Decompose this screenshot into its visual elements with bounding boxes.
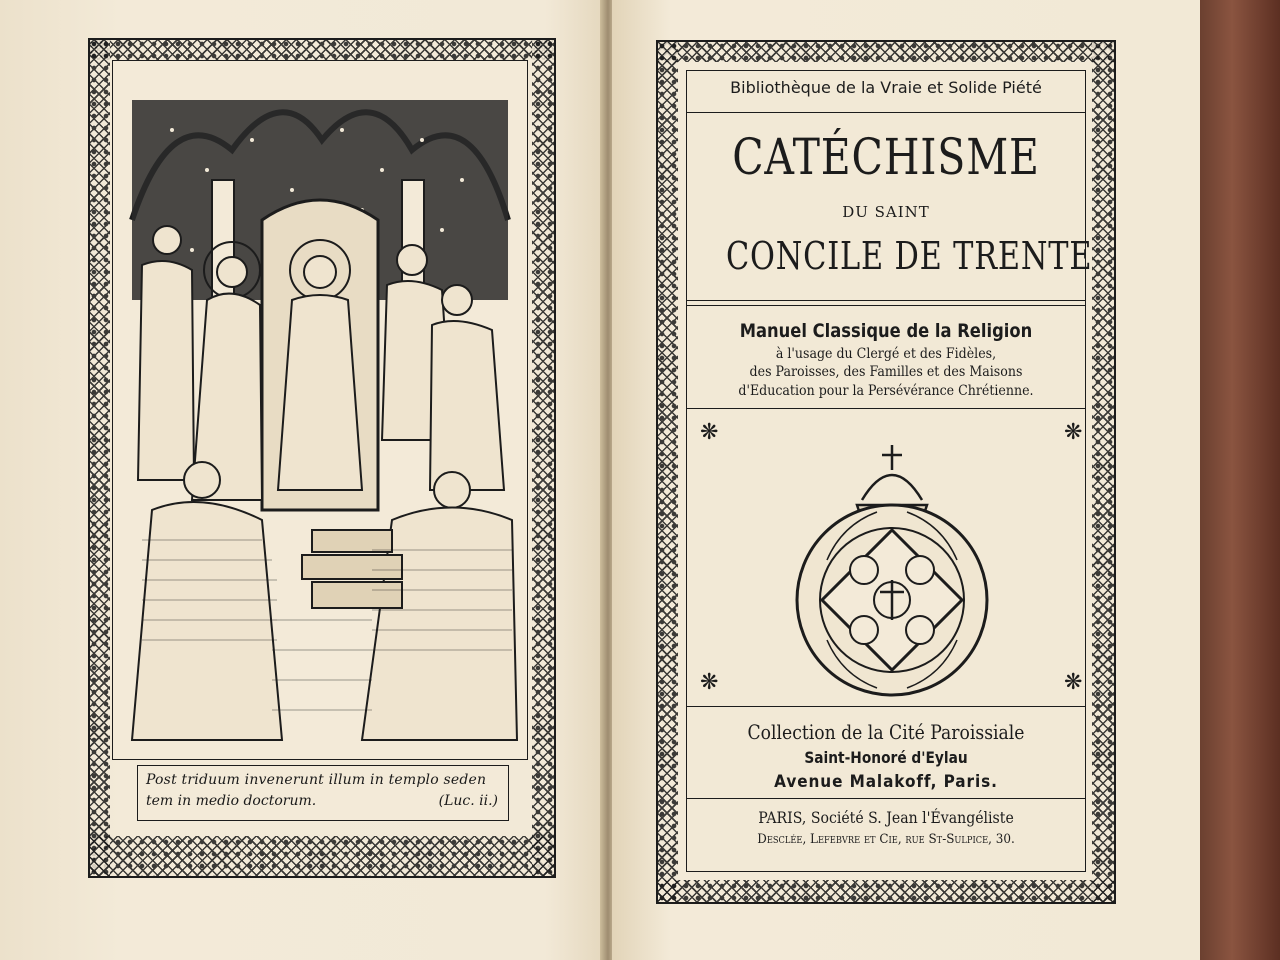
caption-reference: (Luc. ii.): [438, 793, 498, 809]
fleuron-ornament-icon: ❋: [1064, 420, 1083, 445]
fleuron-ornament-icon: ❋: [700, 670, 719, 695]
frontispiece-page: [0, 0, 606, 960]
manual-title: Manuel Classique de la Religion: [739, 320, 1033, 342]
rule-after-title: [686, 300, 1086, 301]
collection-title: Collection de la Cité Paroissiale: [747, 720, 1025, 744]
book-title: CATÉCHISME: [732, 128, 1040, 186]
engraving-christ-among-doctors: [112, 60, 528, 760]
manual-description-line: d'Education pour la Persévérance Chrétienne.: [738, 383, 1034, 399]
parish-name: Saint-Honoré d'Eylau: [804, 748, 968, 767]
rule-after-title-2: [686, 305, 1086, 306]
rule-after-manual: [686, 408, 1086, 409]
address-line: Avenue Malakoff, Paris.: [774, 772, 998, 792]
engraving-caption: [137, 765, 509, 821]
publisher-line: PARIS, Société S. Jean l'Évangéliste: [758, 808, 1014, 827]
book-subtitle: CONCILE DE TRENTE: [726, 234, 1093, 278]
caption-line-2: tem in medio doctorum.: [146, 793, 317, 809]
manual-description-line: à l'usage du Clergé et des Fidèles,: [775, 346, 997, 362]
crowned-seal-icon: [782, 430, 1002, 700]
rule-top: [686, 112, 1086, 113]
rule-before-collection: [686, 706, 1086, 707]
fleuron-ornament-icon: ❋: [700, 420, 719, 445]
printer-line: Desclée, Lefebvre et Cie, rue St-Sulpice, 30.: [757, 832, 1015, 847]
rule-before-publisher: [686, 798, 1086, 799]
series-title: Bibliothèque de la Vraie et Solide Piété: [730, 78, 1042, 97]
book-title-connector: DU SAINT: [842, 203, 930, 221]
fleuron-ornament-icon: ❋: [1064, 670, 1083, 695]
manual-description-line: des Paroisses, des Familles et des Maisons: [749, 364, 1023, 380]
caption-line-1: Post triduum invenerunt illum in templo seden: [146, 772, 487, 788]
book-cover-edge: [1200, 0, 1280, 960]
